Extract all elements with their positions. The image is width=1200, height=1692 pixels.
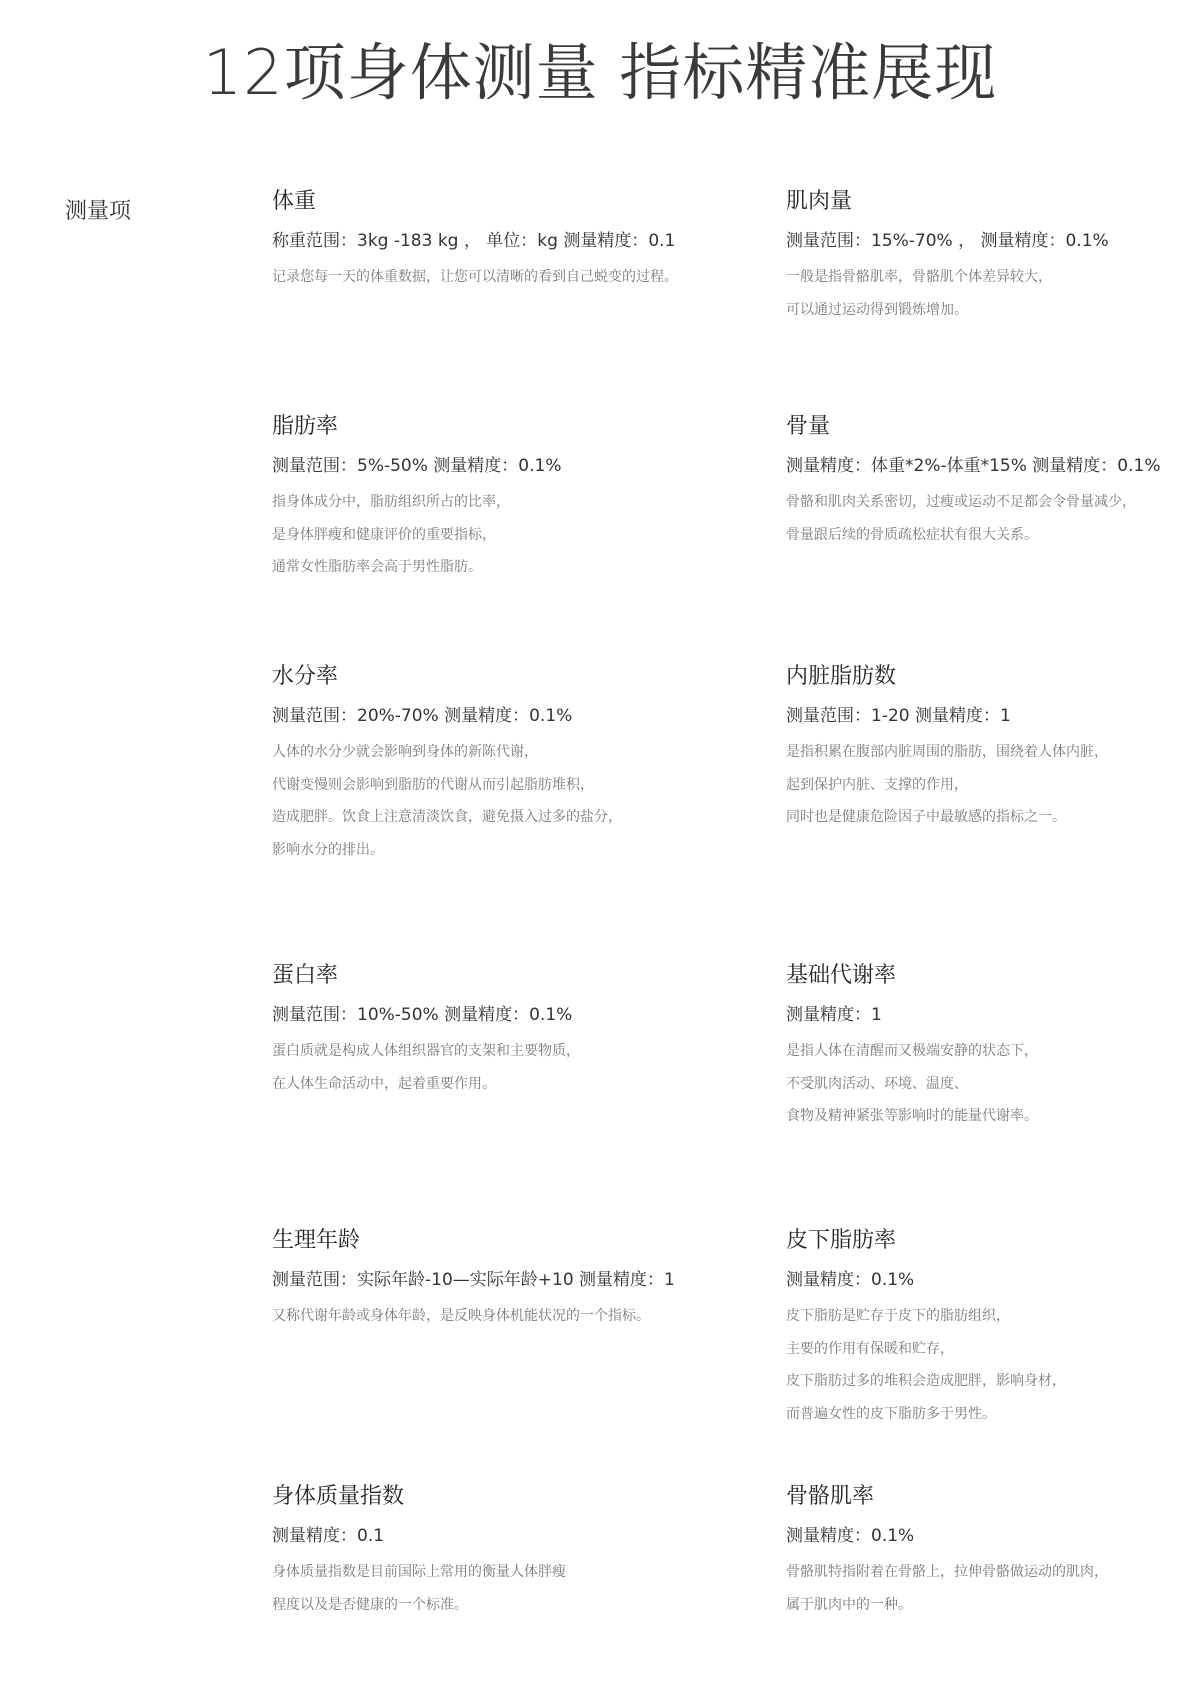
description-line: 皮下脂肪是贮存于皮下的脂肪组织， (786, 1308, 1010, 1324)
description-line: 同时也是健康危险因子中最敏感的指标之一。 (786, 809, 1066, 825)
description-line: 是身体胖瘦和健康评价的重要指标， (272, 526, 496, 543)
measure-item-weight (272, 187, 732, 294)
item-spec: 测量精度：1 (786, 1005, 882, 1025)
description-line: 起到保护内脏、支撑的作用， (786, 776, 968, 793)
description-line: 属于肌肉中的一种。 (786, 1596, 912, 1613)
measure-item-bone-mass (786, 412, 1190, 551)
item-description (786, 736, 1190, 834)
description-line: 而普遍女性的皮下脂肪多于男性。 (786, 1405, 996, 1422)
item-description (272, 486, 732, 584)
item-title: 骨量 (786, 414, 831, 439)
item-description (272, 1035, 732, 1100)
description-line: 代谢变慢则会影响到脂肪的代谢从而引起脂肪堆积， (272, 776, 594, 793)
measure-item-visceral-fat (786, 662, 1190, 834)
description-line: 骨量跟后续的骨质疏松症状有很大关系。 (786, 526, 1038, 543)
measure-item-water (272, 662, 732, 866)
description-line: 皮下脂肪过多的堆积会造成肥胖，影响身材， (786, 1373, 1066, 1389)
item-title: 身体质量指数 (272, 1484, 405, 1509)
description-line: 一般是指骨骼肌率，骨骼肌个体差异较大， (786, 269, 1052, 285)
item-title: 生理年龄 (272, 1228, 361, 1253)
item-title: 皮下脂肪率 (786, 1228, 897, 1253)
measure-item-skeletal-muscle (786, 1482, 1190, 1621)
item-spec: 测量精度：0.1% (786, 1270, 915, 1290)
measure-item-body-fat (272, 412, 732, 584)
description-line: 指身体成分中，脂肪组织所占的比率， (272, 494, 510, 510)
page-title: 12项身体测量 指标精准展现 (202, 36, 998, 109)
item-title: 骨骼肌率 (786, 1484, 875, 1509)
description-line: 蛋白质就是构成人体组织器官的支架和主要物质， (272, 1043, 580, 1059)
description-line: 身体质量指数是目前国际上常用的衡量人体胖瘦 (272, 1564, 566, 1580)
item-spec: 称重范围：3kg -183 kg ， 单位：kg 测量精度：0.1 (272, 231, 676, 251)
item-title: 水分率 (272, 664, 339, 689)
item-spec: 测量范围：实际年龄-10—实际年龄+10 测量精度：1 (272, 1270, 675, 1290)
item-description (786, 1035, 1190, 1133)
description-line: 是指人体在清醒而又极端安静的状态下， (786, 1043, 1038, 1059)
item-title: 体重 (272, 189, 317, 214)
item-description (786, 1300, 1190, 1430)
description-line: 人体的水分少就会影响到身体的新陈代谢， (272, 744, 538, 760)
measure-item-muscle-mass (786, 187, 1190, 326)
item-description (786, 1556, 1190, 1621)
item-title: 蛋白率 (272, 963, 339, 988)
item-description (272, 1300, 732, 1333)
description-line: 造成肥胖。饮食上注意清淡饮食，避免摄入过多的盐分， (272, 809, 622, 825)
section-label: 测量项 (65, 199, 132, 224)
item-title: 脂肪率 (272, 414, 339, 439)
description-line: 骨骼和肌肉关系密切，过瘦或运动不足都会令骨量减少， (786, 494, 1136, 510)
item-title: 肌肉量 (786, 189, 853, 214)
description-line: 是指积累在腹部内脏周围的脂肪，围绕着人体内脏， (786, 744, 1108, 760)
measure-item-bmi (272, 1482, 732, 1621)
item-spec: 测量范围：10%-50% 测量精度：0.1% (272, 1005, 573, 1025)
description-line: 影响水分的排出。 (272, 841, 384, 858)
measure-item-protein (272, 961, 732, 1100)
description-line: 可以通过运动得到锻炼增加。 (786, 301, 968, 318)
item-description (272, 736, 732, 866)
description-line: 记录您每一天的体重数据，让您可以清晰的看到自己蜕变的过程。 (272, 269, 678, 285)
item-title: 基础代谢率 (786, 963, 897, 988)
measure-item-subcutaneous-fat (786, 1226, 1190, 1430)
item-spec: 测量精度：体重*2%-体重*15% 测量精度：0.1% (786, 456, 1161, 476)
item-spec: 测量范围：20%-70% 测量精度：0.1% (272, 706, 573, 726)
item-description (272, 1556, 732, 1621)
item-spec: 测量精度：0.1% (786, 1526, 915, 1546)
description-line: 主要的作用有保暖和贮存， (786, 1340, 954, 1357)
item-spec: 测量范围：15%-70% ， 测量精度：0.1% (786, 231, 1109, 251)
measure-item-bmr (786, 961, 1190, 1133)
item-description (786, 261, 1190, 326)
description-line: 通常女性脂肪率会高于男性脂肪。 (272, 559, 482, 575)
description-line: 在人体生命活动中，起着重要作用。 (272, 1075, 496, 1092)
description-line: 不受肌肉活动、环境、温度、 (786, 1075, 968, 1092)
item-description (786, 486, 1190, 551)
description-line: 食物及精神紧张等影响时的能量代谢率。 (786, 1108, 1038, 1124)
item-spec: 测量精度：0.1 (272, 1526, 385, 1546)
item-spec: 测量范围：1-20 测量精度：1 (786, 706, 1011, 726)
measure-item-body-age (272, 1226, 732, 1333)
description-line: 程度以及是否健康的一个标准。 (272, 1596, 468, 1613)
item-title: 内脏脂肪数 (786, 664, 897, 689)
item-spec: 测量范围：5%-50% 测量精度：0.1% (272, 456, 562, 476)
item-description (272, 261, 732, 294)
description-line: 又称代谢年龄或身体年龄，是反映身体机能状况的一个指标。 (272, 1308, 650, 1324)
description-line: 骨骼肌特指附着在骨骼上，拉伸骨骼做运动的肌肉， (786, 1564, 1108, 1580)
